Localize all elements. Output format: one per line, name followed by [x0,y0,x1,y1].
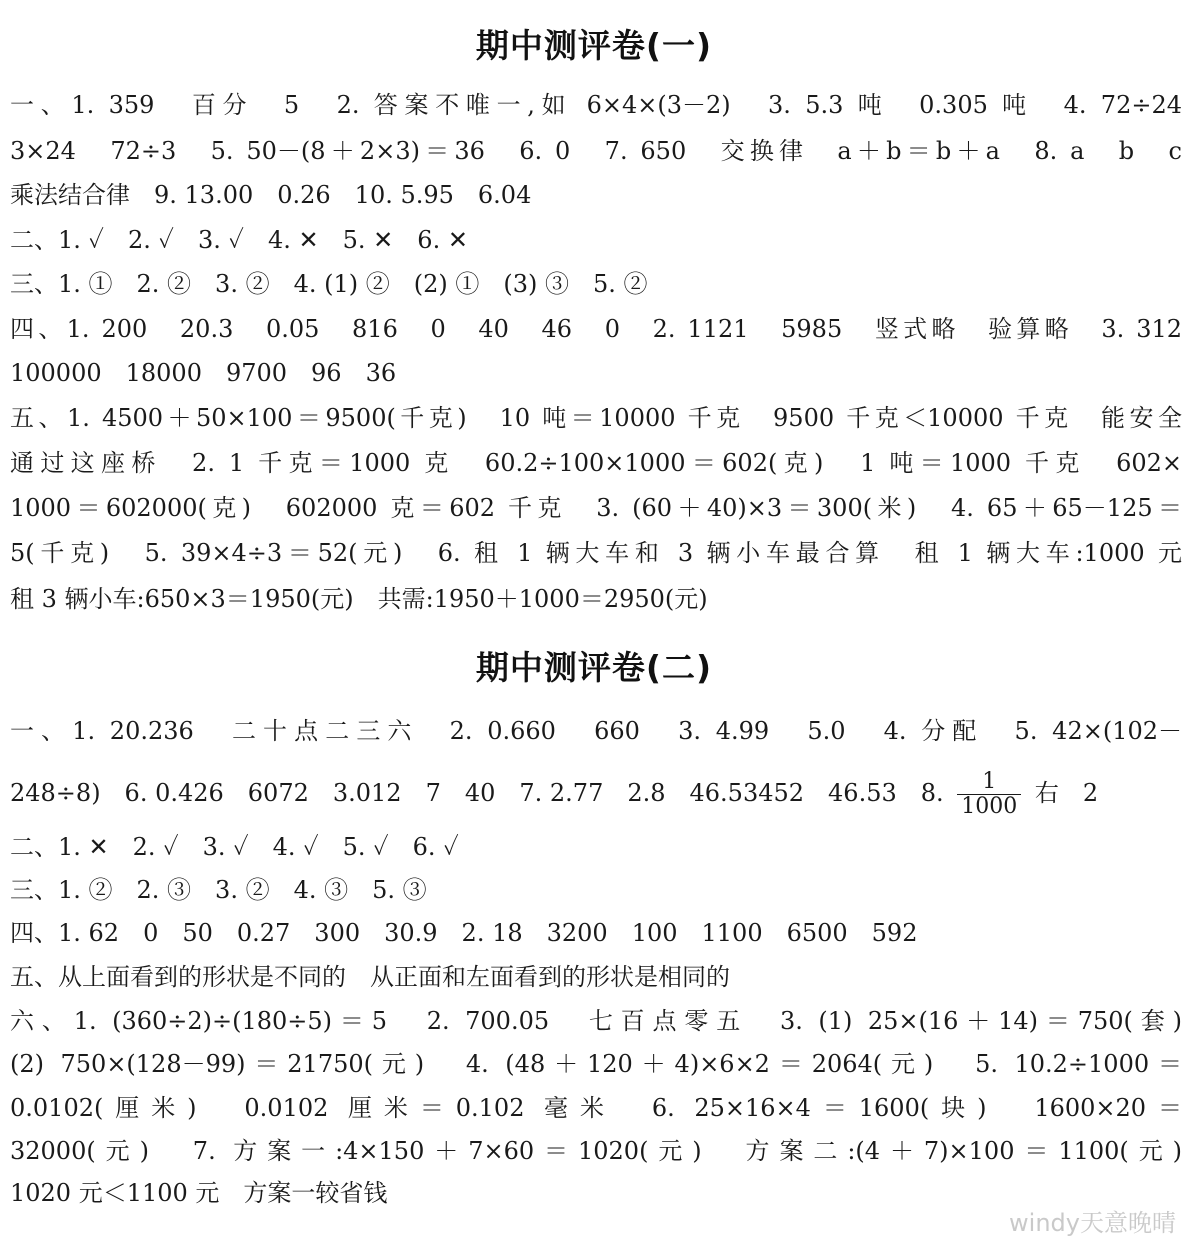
s2-line-11: 1020 元＜1100 元 方案一较省钱 [10,1179,388,1207]
s1-line-11: 5(千克) 5. 39×4÷3＝52(元) 6. 租 1 辆大车和 3 辆小车最合算 租 1 辆大车:1000 元 [10,539,1182,567]
s2-line-9: 0.0102(厘米) 0.0102 厘米＝0.102 毫米 6. 25×16×4＝1600(块) 1600×20＝ [10,1094,1182,1122]
s2-line-6: 五、从上面看到的形状是不同的 从正面和左面看到的形状是相同的 [10,963,730,991]
s1-line-1: 一、1. 359 百分 5 2. 答案不唯一,如 6×4×(3－2) 3. 5.3 吨 0.305 吨 4. 72÷24 [10,91,1182,119]
s2-line-7: 六、1. (360÷2)÷(180÷5)＝5 2. 700.05 七百点零五 3. (1) 25×(16＋14)＝750(套) [10,1007,1182,1035]
s2-line-5: 四、1. 62 0 50 0.27 300 30.9 2. 18 3200 100 1100 6500 592 [10,919,918,947]
s1-line-3: 乘法结合律 9. 13.00 0.26 10. 5.95 6.04 [10,181,532,209]
s2-line-3: 二、1. ✕ 2. ✓ 3. ✓ 4. ✓ 5. ✓ 6. ✓ [10,833,459,861]
s1-line-2: 3×24 72÷3 5. 50－(8＋2×3)＝36 6. 0 7. 650 交换律 a＋b＝b＋a 8. a b c [10,137,1182,165]
s2-line-10: 32000(元) 7. 方案一:4×150＋7×60＝1020(元) 方案二:(4＋7)×100＝1100(元) [10,1137,1182,1165]
s2-line-2-tail: 右 2 [1034,779,1099,807]
watermark: windy天意晚晴 [1009,1209,1176,1237]
s1-line-12: 租 3 辆小车:650×3＝1950(元) 共需:1950＋1000＝2950(元) [10,585,708,613]
s1-line-7: 100000 18000 9700 96 36 [10,359,397,387]
s1-line-6: 四、1. 200 20.3 0.05 816 0 40 46 0 2. 1121 5985 竖式略 验算略 3. 312 [10,315,1182,343]
s2-line-2 [10,770,1182,819]
section-2-title: 期中测评卷(二) [475,648,713,687]
fraction [957,770,1021,819]
s1-line-10: 1000＝602000(克) 602000 克＝602 千克 3. (60＋40)×3＝300(米) 4. 65＋65－125＝ [10,494,1182,522]
s2-line-8: (2) 750×(128－99)＝21750(元) 4. (48＋120＋4)×6×2＝2064(元) 5. 10.2÷1000＝ [10,1050,1182,1078]
section-1-title: 期中测评卷(一) [475,26,713,65]
fraction-numerator: 1 [957,770,1021,795]
s1-line-9: 通过这座桥 2. 1 千克＝1000 克 60.2÷100×1000＝602(克) 1 吨＝1000 千克 602× [10,449,1182,477]
s1-line-8: 五、1. 4500＋50×100＝9500(千克) 10 吨＝10000 千克 9500 千克＜10000 千克 能安全 [10,404,1182,432]
s2-line-4: 三、1. ② 2. ③ 3. ② 4. ③ 5. ③ [10,876,427,904]
s2-line-1: 一、1. 20.236 二十点二三六 2. 0.660 660 3. 4.99 5.0 4. 分配 5. 42×(102－ [10,717,1182,745]
s1-line-4: 二、1. ✓ 2. ✓ 3. ✓ 4. ✕ 5. ✕ 6. ✕ [10,226,468,254]
fraction-denominator: 1000 [961,794,1018,819]
s1-line-5: 三、1. ① 2. ② 3. ② 4. (1) ② (2) ① (3) ③ 5. ② [10,270,648,298]
s2-line-2-text: 248÷8) 6. 0.426 6072 3.012 7 40 7. 2.77 2.8 46.53452 46.53 8. [10,779,944,807]
